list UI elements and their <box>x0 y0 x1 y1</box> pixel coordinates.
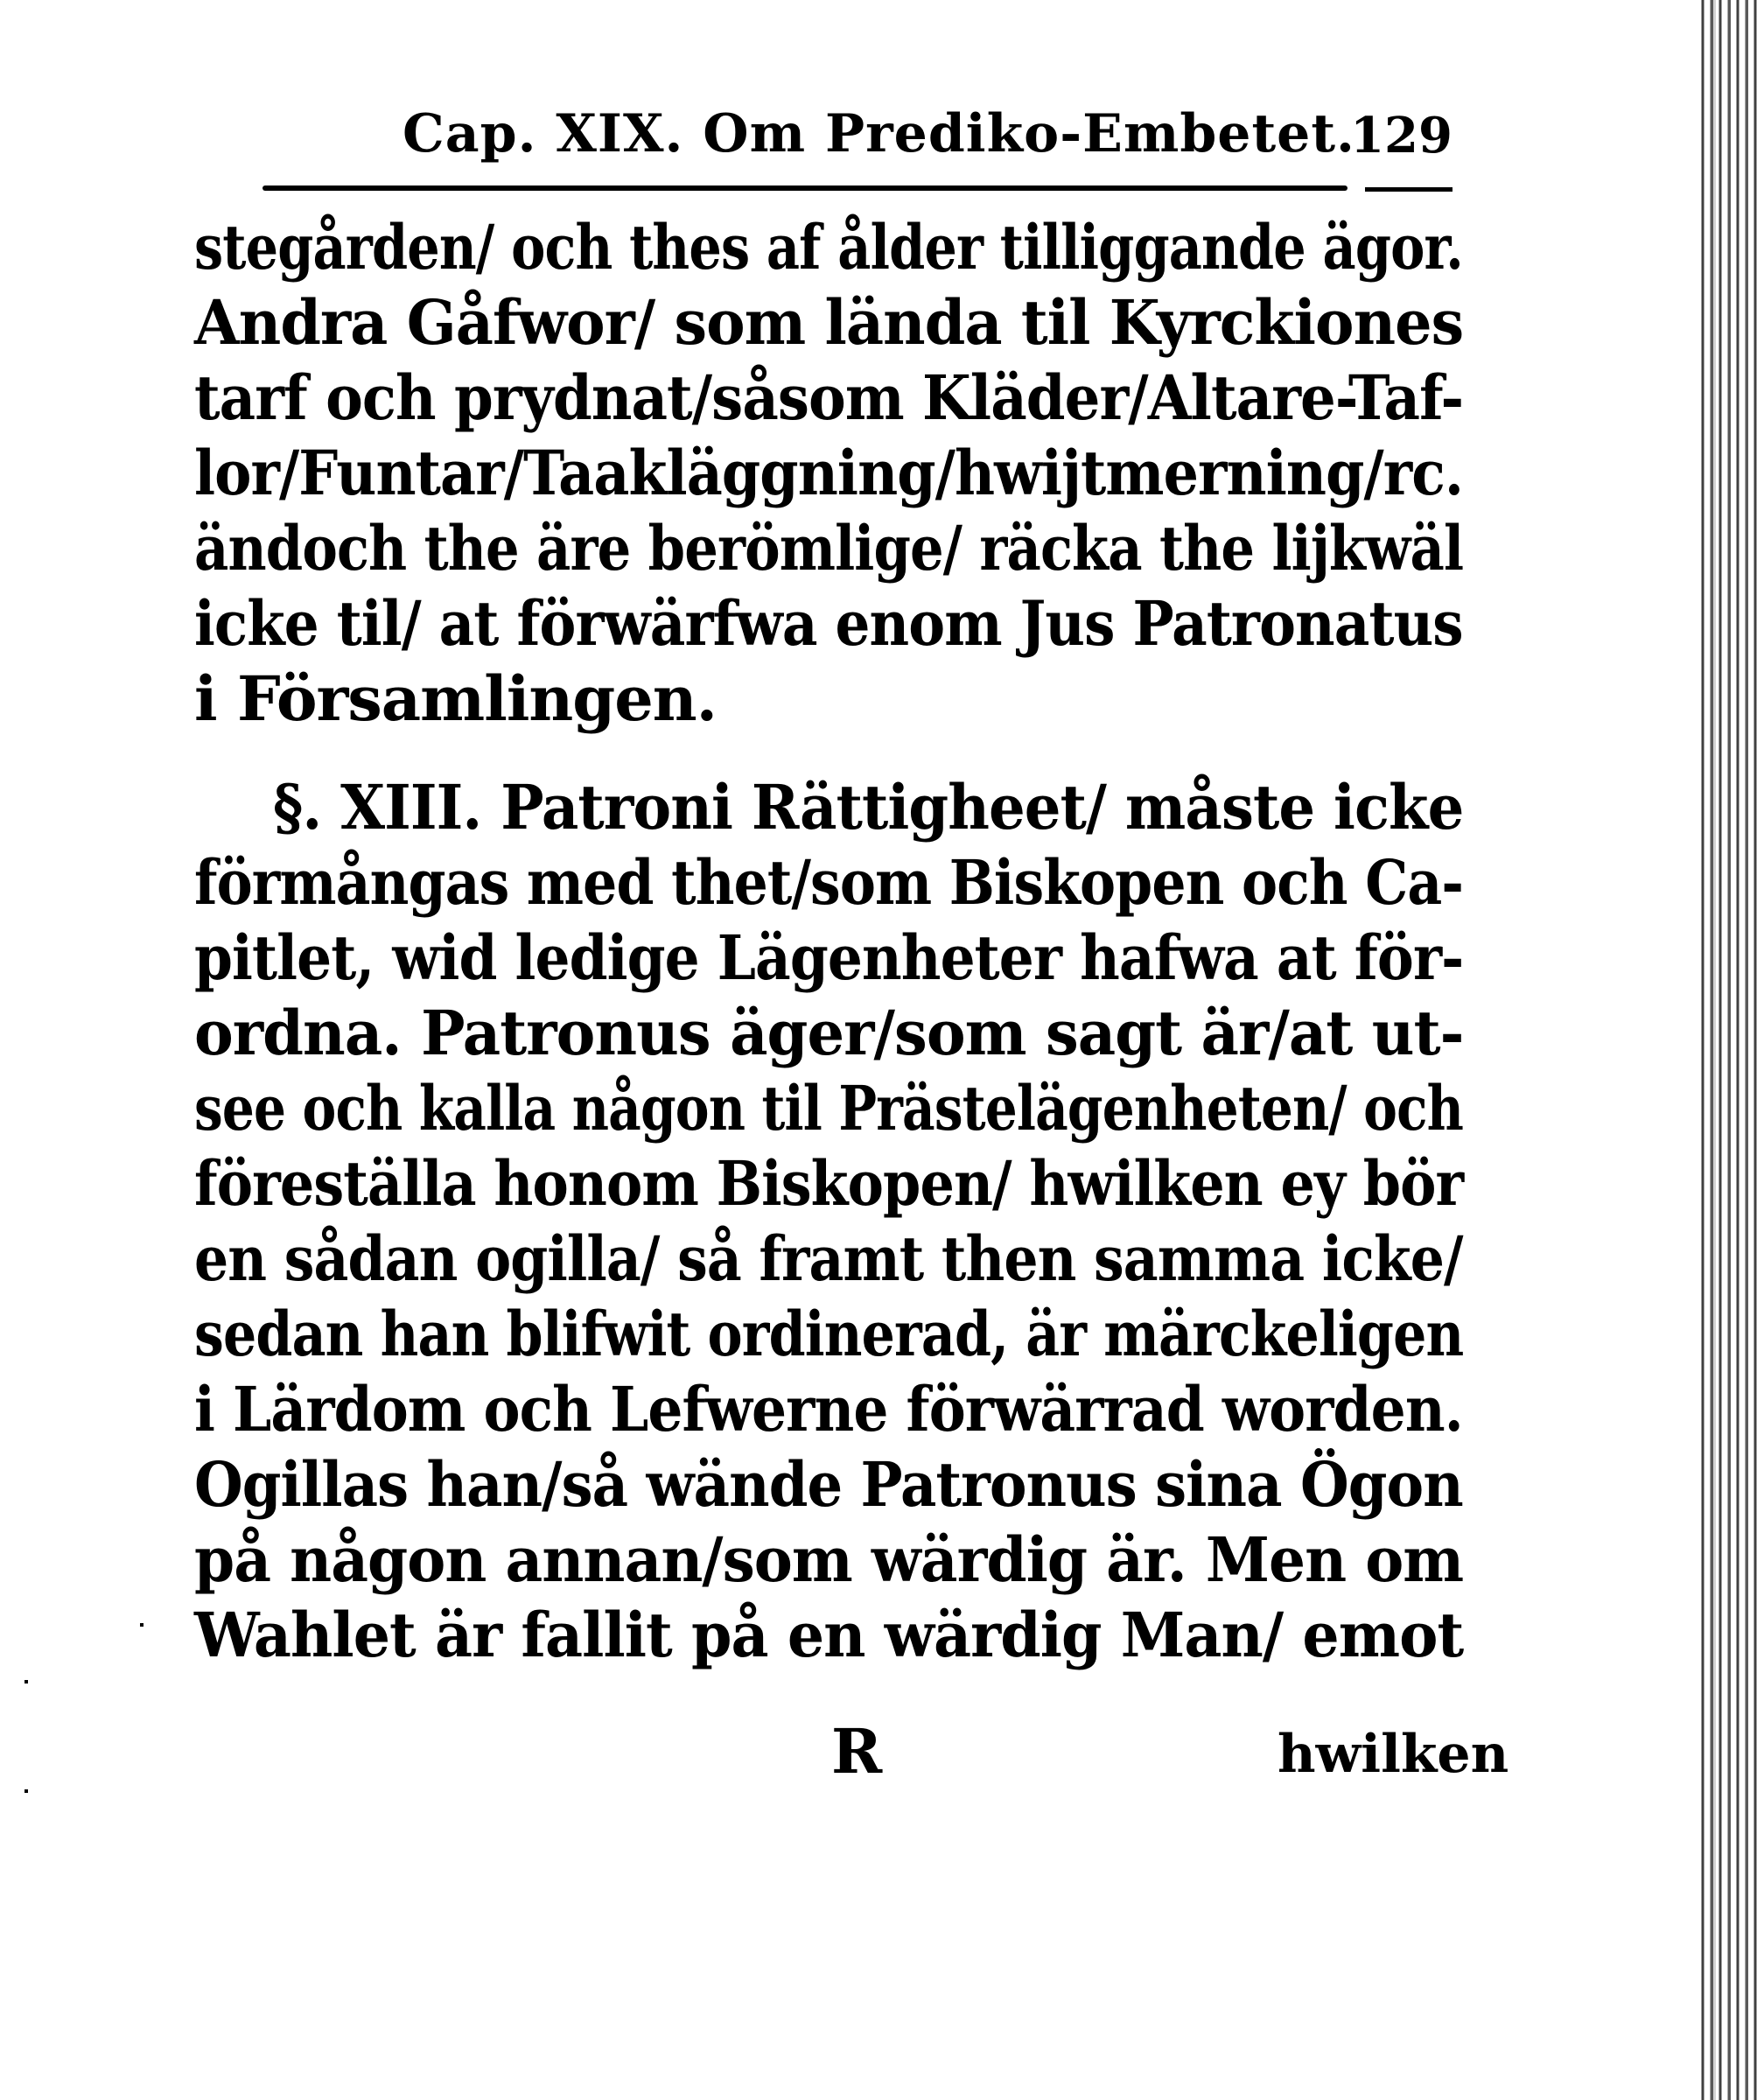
text-line: ordna. Patronus äger/som sagt är/at ut- <box>194 997 1464 1069</box>
text-line: Wahlet är fallit på en wärdig Man/ emot <box>194 1599 1464 1671</box>
scan-speck <box>24 1680 28 1684</box>
text-line: lor/Funtar/Taakläggning/hwijtmerning/rc. <box>194 437 1464 509</box>
text-line: Ogillas han/så wände Patronus sina Ögon <box>194 1448 1463 1521</box>
text-line: i Lärdom och Lefwerne förwärrad worden. <box>194 1373 1463 1446</box>
text-line: på någon annan/som wärdig är. Men om <box>194 1523 1464 1596</box>
text-line: förmångas med thet/som Biskopen och Ca- <box>194 846 1463 919</box>
section-heading-line: §. XIII. Patroni Rättigheet/ måste icke <box>273 771 1464 844</box>
text-line: icke til/ at förwärfwa enom Jus Patronatus <box>194 587 1463 660</box>
text-line: föreställa honom Biskopen/ hwilken ey bör <box>194 1147 1464 1220</box>
text-line: i Församlingen. <box>194 662 718 735</box>
catchword: hwilken <box>1278 1724 1509 1785</box>
header-rule-end <box>1365 187 1452 192</box>
text-line: en sådan ogilla/ så framt then samma icke/ <box>194 1222 1463 1295</box>
text-line: pitlet, wid ledige Lägenheter hafwa at för- <box>194 921 1464 994</box>
signature-mark: R <box>831 1715 883 1788</box>
scan-speck <box>24 1789 28 1793</box>
text-line: stegården/ och thes af ålder tilliggande ägor. <box>194 211 1463 284</box>
header-rule <box>262 186 1348 191</box>
book-binding-edge <box>1696 0 1757 2100</box>
text-line: tarf och prydnat/såsom Kläder/Altare-Taf- <box>194 361 1464 434</box>
scan-speck <box>140 1623 144 1627</box>
running-head <box>385 103 1452 173</box>
text-line: see och kalla någon til Prästelägenheten/ och <box>194 1072 1464 1144</box>
page-footer <box>0 1715 1757 1802</box>
text-line: ändoch the äre berömlige/ räcka the lijkwäl <box>194 512 1464 584</box>
page-number: 129 <box>1350 107 1452 164</box>
text-line: sedan han blifwit ordinerad, är märckeligen <box>194 1298 1464 1370</box>
chapter-title: Cap. XIX. Om Prediko-Embetet. <box>402 103 1355 164</box>
text-line: Andra Gåfwor/ som lända til Kyrckiones <box>194 286 1464 359</box>
